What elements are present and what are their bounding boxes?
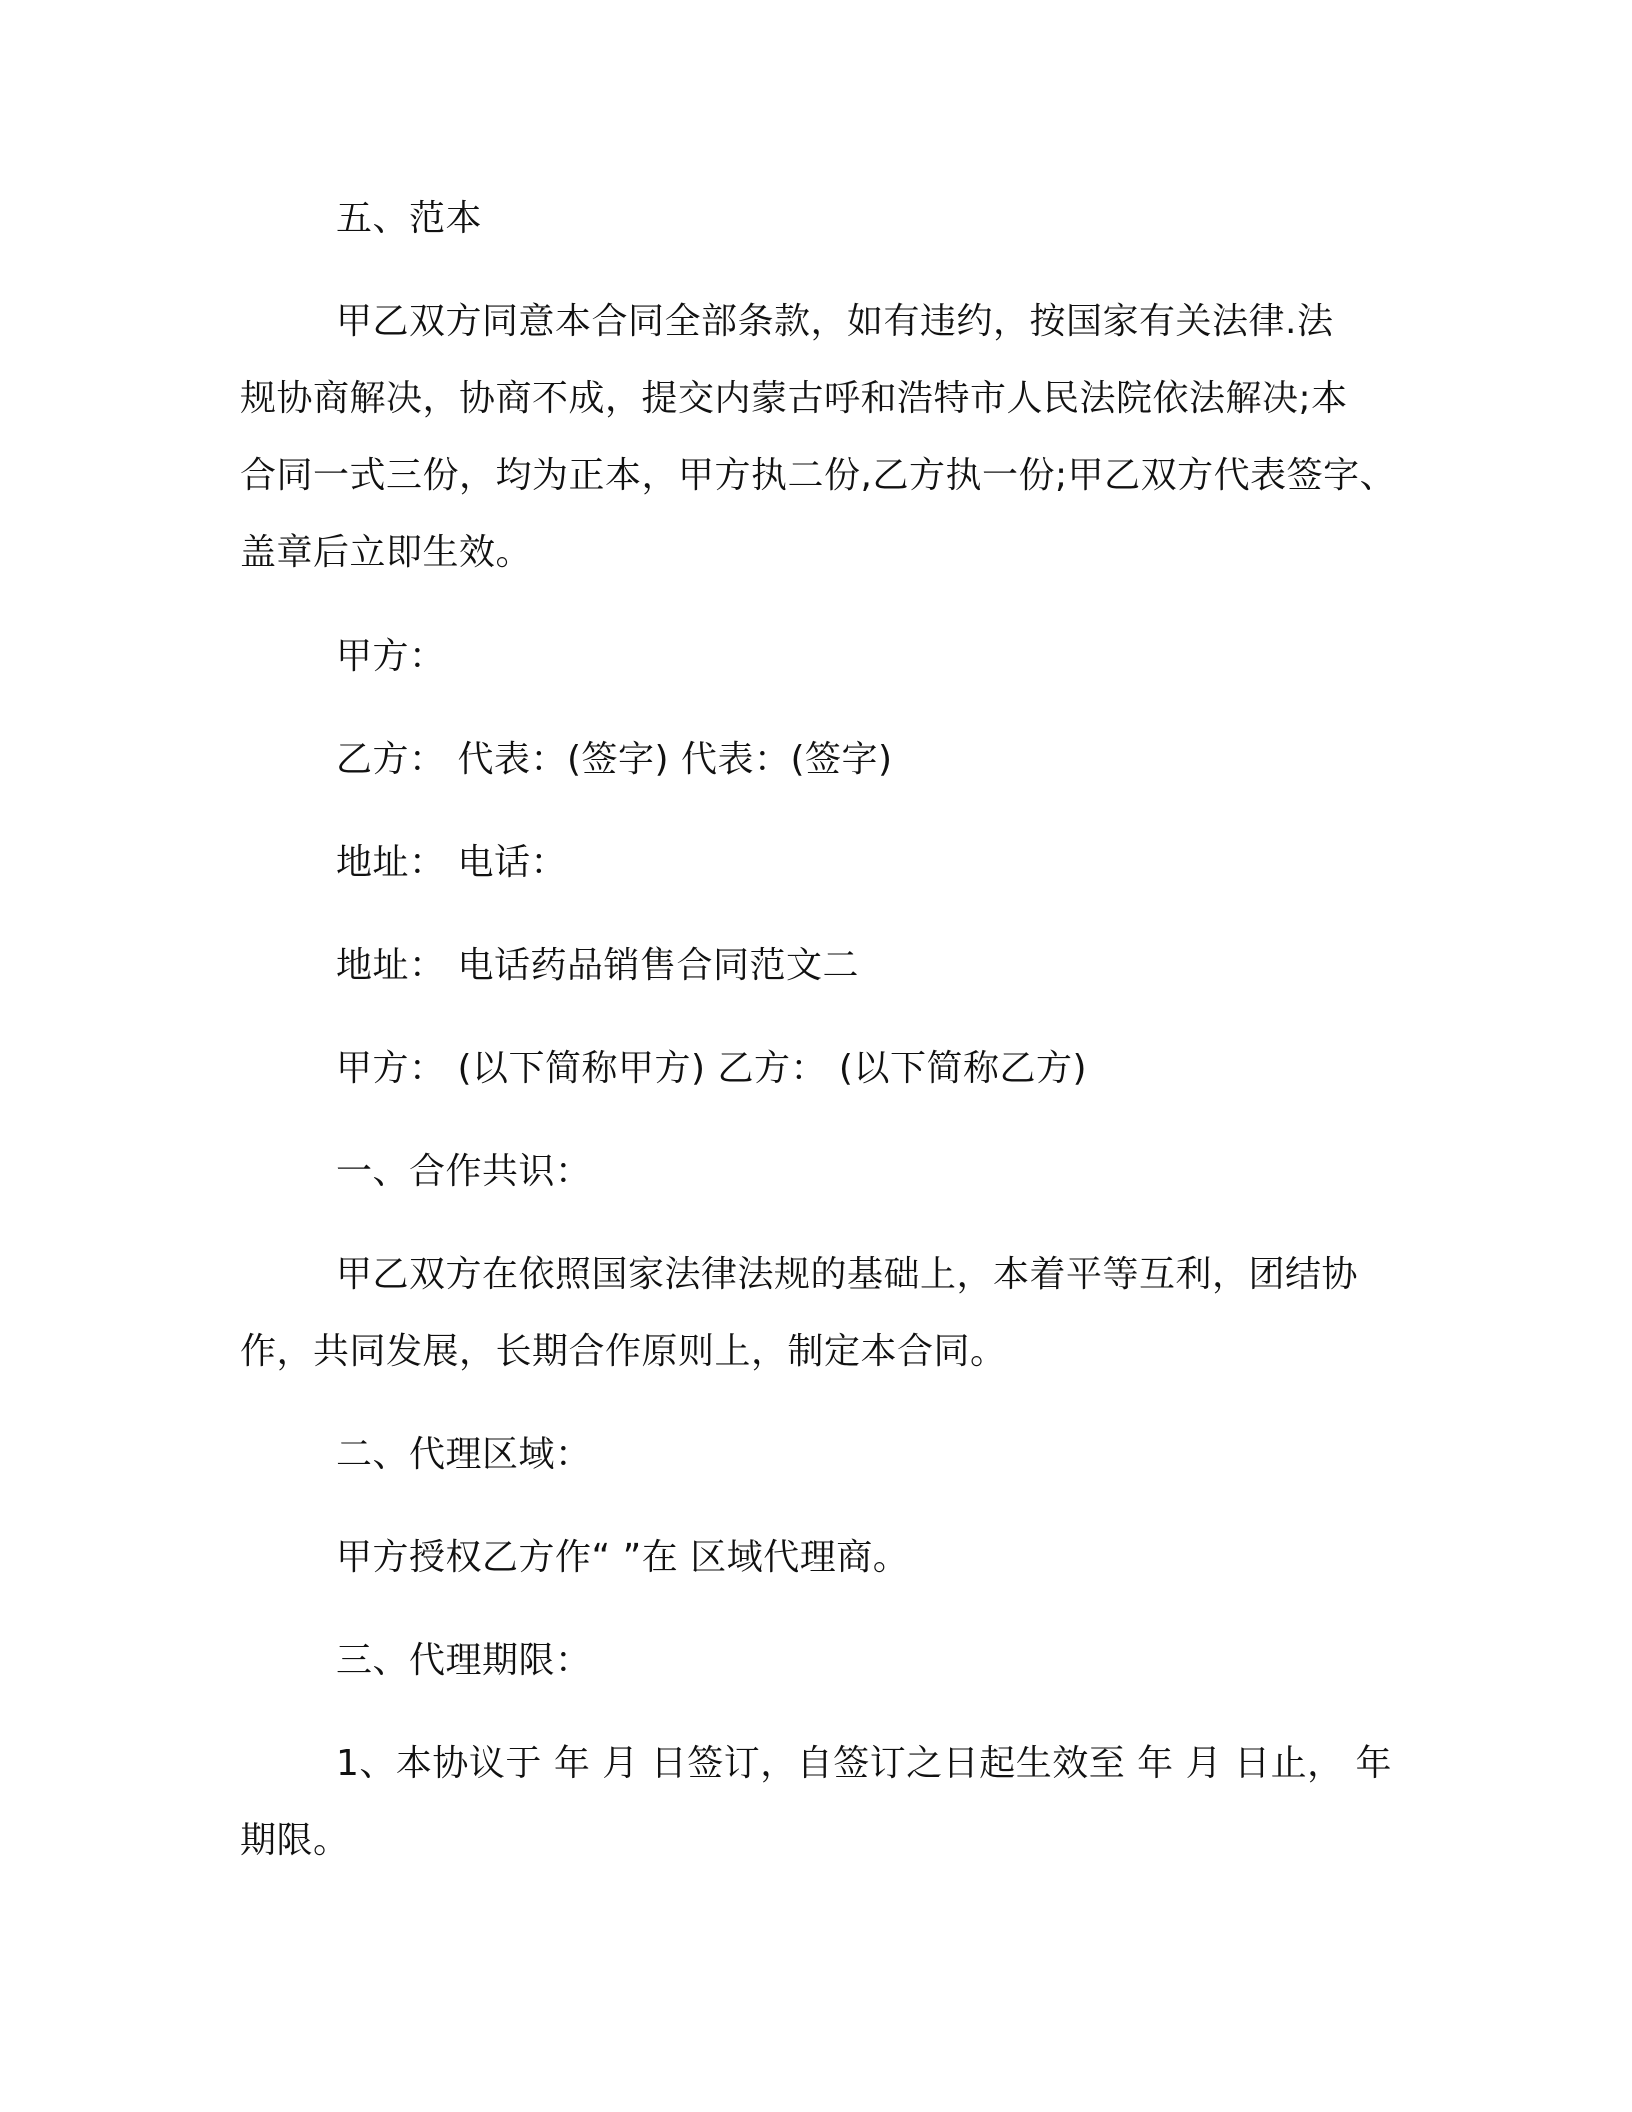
paragraph-line: 甲乙双方在依照国家法律法规的基础上，本着平等互利，团结协 <box>336 1254 1359 1295</box>
paragraph-line: 甲方： <box>336 636 446 677</box>
section-heading-one <box>240 1133 1400 1210</box>
section-heading-three <box>240 1622 1400 1699</box>
paragraph-effect-clause <box>240 283 1400 591</box>
paragraph-line: 1、本协议于 年 月 日签订，自签订之日起生效至 年 月 日止， 年 <box>336 1743 1393 1784</box>
party-b-signature-line <box>240 721 1400 798</box>
paragraph-cooperation <box>240 1236 1400 1390</box>
paragraph-line: 地址： 电话药品销售合同范文二 <box>336 945 859 986</box>
paragraph-line: 甲方授权乙方作“ ”在 区域代理商。 <box>336 1537 910 1578</box>
paragraph-line: 甲乙双方同意本合同全部条款，如有违约，按国家有关法律.法 <box>336 301 1334 342</box>
paragraph-line: 五、范本 <box>336 198 483 239</box>
section-heading-five <box>240 180 1400 257</box>
paragraph-line: 三、代理期限： <box>336 1640 592 1681</box>
paragraph-line: 甲方： (以下简称甲方) 乙方： (以下简称乙方) <box>336 1048 1088 1089</box>
party-a-line <box>240 618 1400 695</box>
section-heading-two <box>240 1416 1400 1493</box>
address-phone-line <box>240 824 1400 901</box>
paragraph-line: 作，共同发展，长期合作原则上，制定本合同。 <box>240 1331 1007 1372</box>
paragraph-line: 地址： 电话： <box>336 842 567 883</box>
paragraph-line: 二、代理区域： <box>336 1434 592 1475</box>
paragraph-agency-area <box>240 1519 1400 1596</box>
paragraph-line: 一、合作共识： <box>336 1151 592 1192</box>
paragraph-line: 盖章后立即生效。 <box>240 532 533 573</box>
paragraph-line: 期限。 <box>240 1820 350 1861</box>
paragraph-line: 规协商解决，协商不成，提交内蒙古呼和浩特市人民法院依法解决;本 <box>240 378 1348 419</box>
parties-intro-line <box>240 1030 1400 1107</box>
address-phone-title-line <box>240 927 1400 1004</box>
paragraph-term <box>240 1725 1400 1879</box>
paragraph-line: 合同一式三份，均为正本，甲方执二份,乙方执一份;甲乙双方代表签字、 <box>240 455 1397 496</box>
paragraph-line: 乙方： 代表：(签字) 代表：(签字) <box>336 739 893 780</box>
